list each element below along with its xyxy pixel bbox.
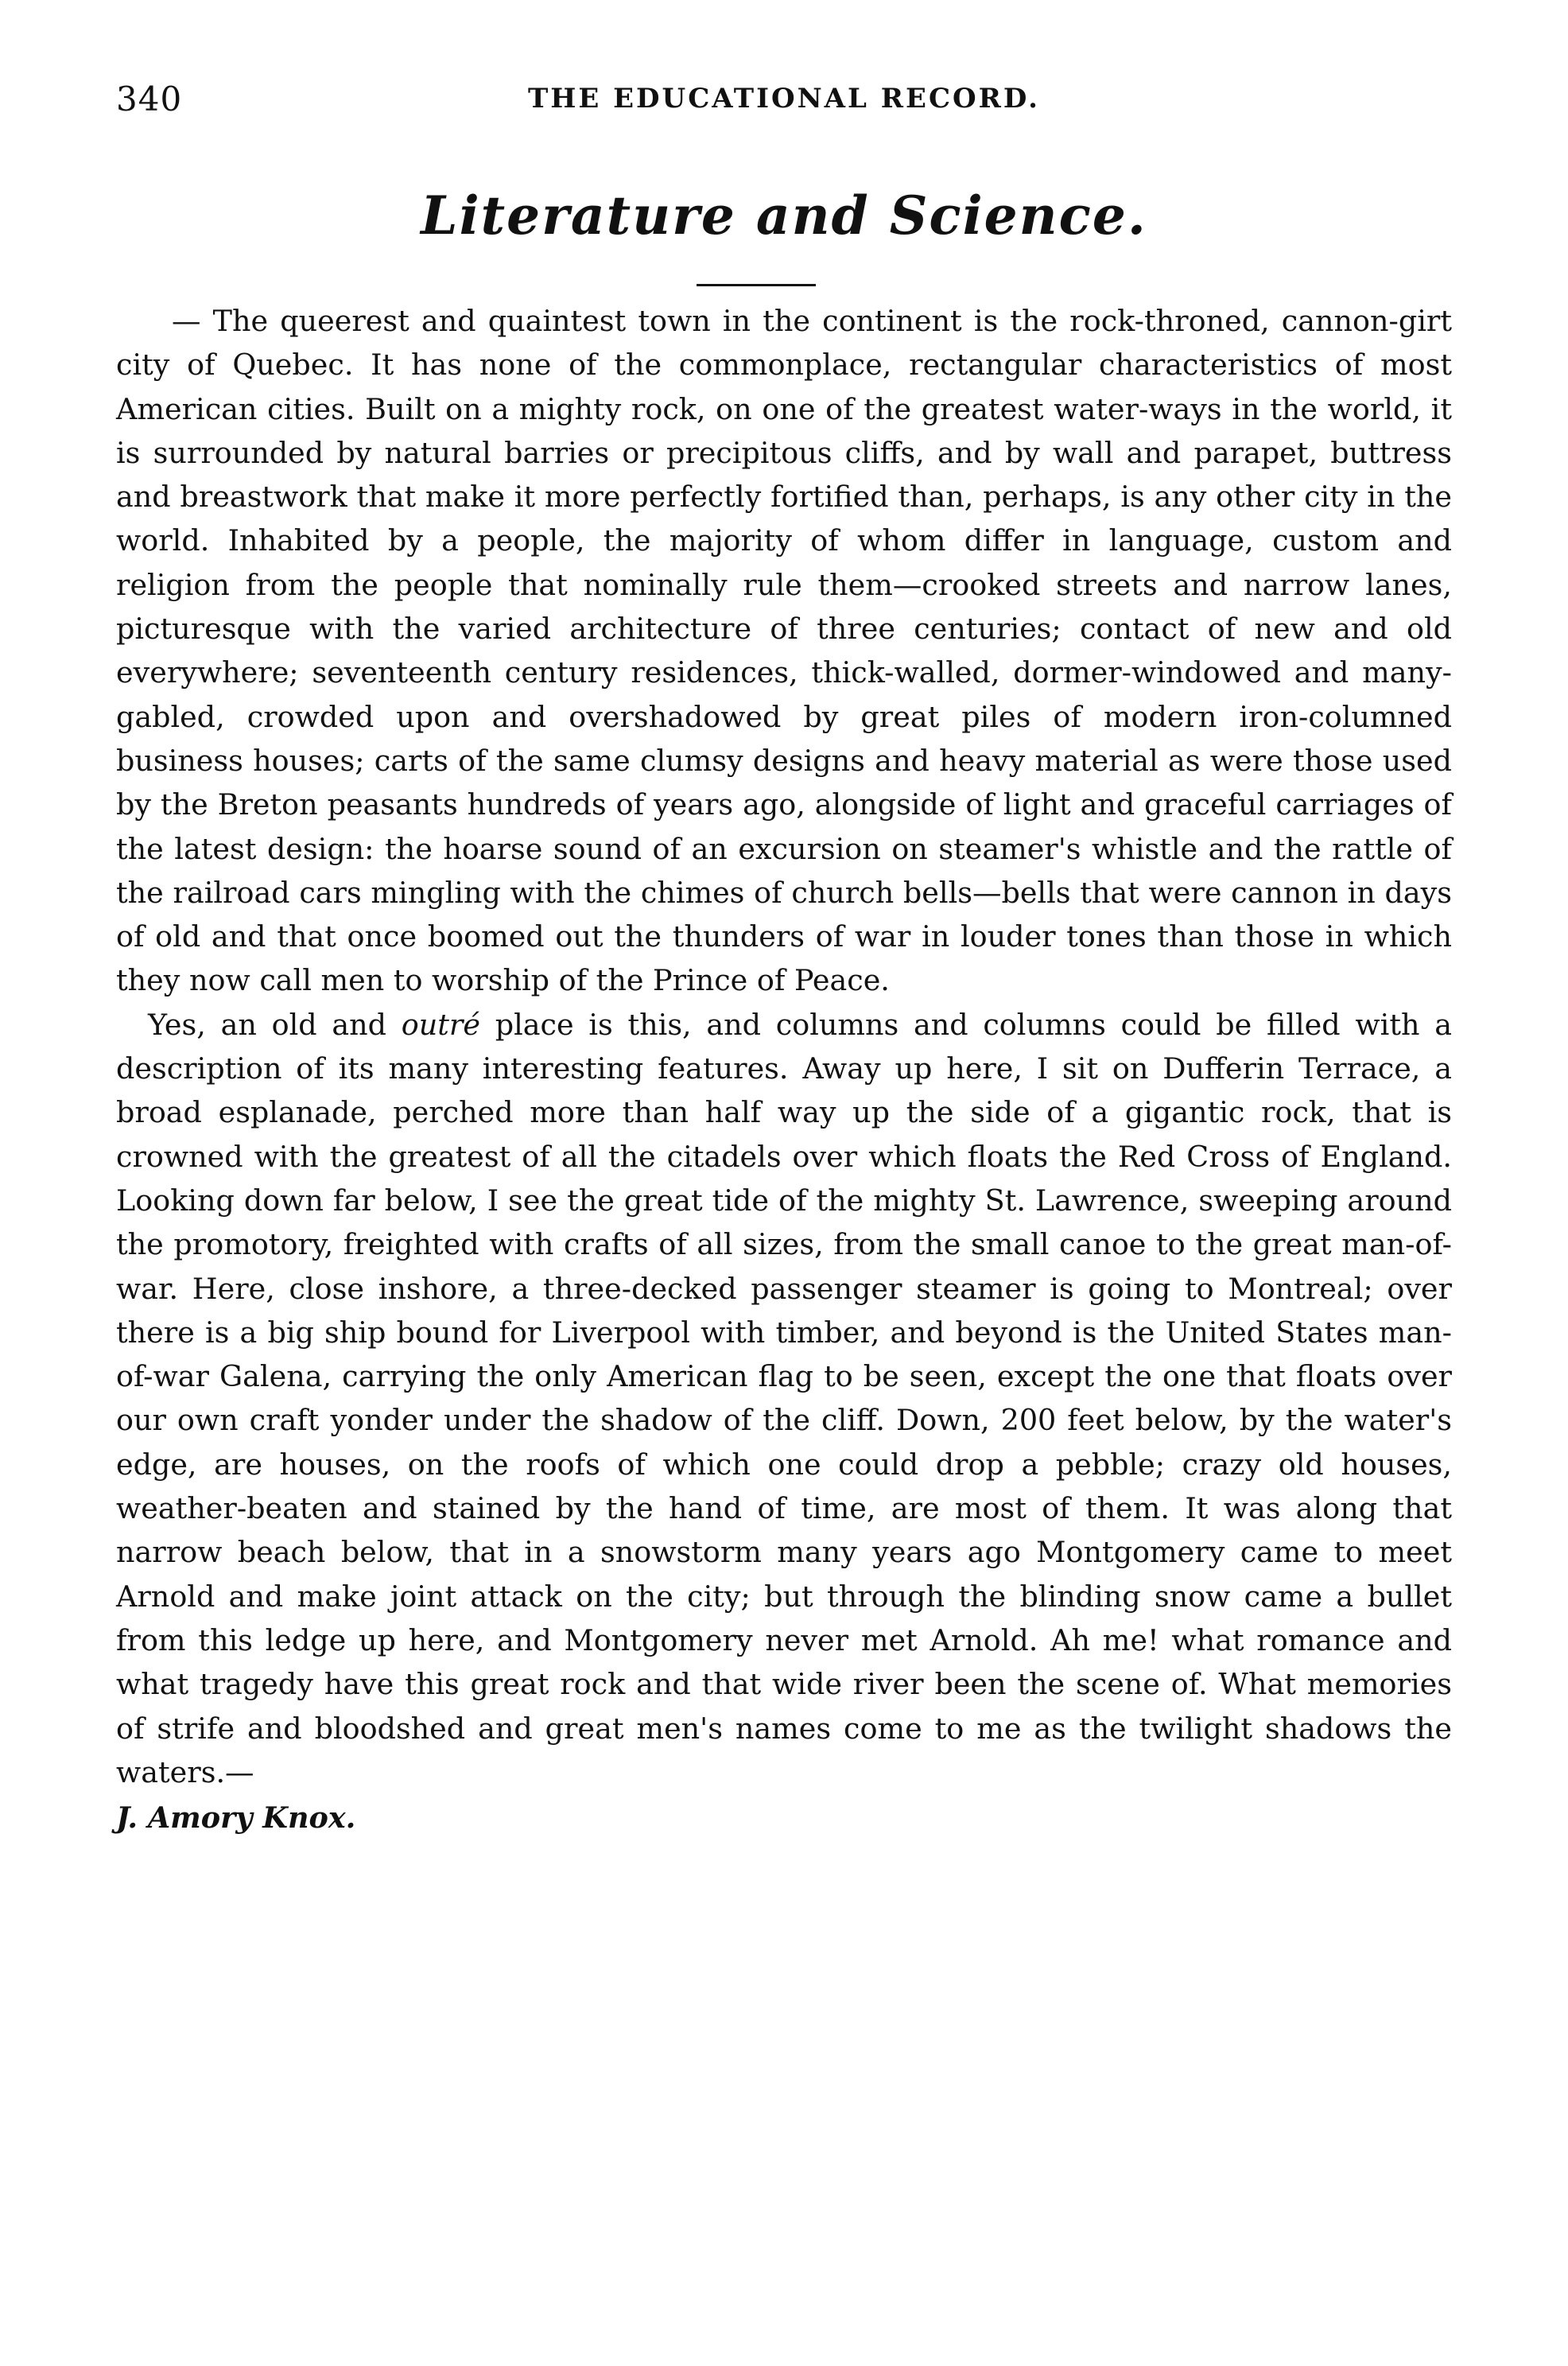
paragraph-2-text-rest: place is this, and columns and columns could be filled with a description of its many interesting features. Away up here, I sit on Dufferin Terrace, a broad esplanade, perched more than half way up the side of a gigantic rock, that is crowned with the greatest of all the citadels over which floats the Red Cross of England. Looking down far below, I see the great tide of the mighty St. Lawrence, sweeping around the promotory, freighted with crafts of all sizes, from the small canoe to the great man-of-war. Here, close inshore, a three-decked passenger steamer is going to Montreal; over there is a big ship bound for Liverpool with timber, and beyond is the United States man-of-war Galena, carrying the only American flag to be seen, except the one that floats over our own craft yonder under the shadow of the cliff. Down, 200 feet below, by the water's edge, are houses, on the roofs of which one could drop a pebble; crazy old houses, weather-beaten and stained by the hand of time, are most of them. It was along that narrow beach below, that in a snowstorm many years ago Montgomery came to meet Arnold and make joint attack on the city; but through the blinding snow came a bullet from this ledge up here, and Montgomery never met Arnold. Ah me! what romance and what tragedy have this great rock and that wide river been the scene of. What memories of strife and bloodshed and great men's names come to me as the twilight shadows the waters.— [116, 1007, 1453, 1789]
running-head: THE EDUCATIONAL RECORD. [527, 83, 1041, 115]
section-title: Literature and Science. [421, 185, 1147, 247]
article-paragraph-2 [116, 1003, 1452, 1794]
paragraph-2-text-start: Yes, an old and [148, 1007, 402, 1042]
title-divider [697, 284, 816, 286]
page-number: 340 [116, 80, 183, 118]
italic-word-outre: outré [401, 1007, 480, 1042]
author-signature: J. Amory Knox. [116, 1801, 356, 1835]
article-paragraph-1: — The queerest and quaintest town in the continent is the rock-throned, cannon-girt city of Quebec. It has none of the commonplace, rectangular characteristics of most American cities. Built on a mighty rock, on one of the greatest water-ways in the world, it is surrounded by natural barries or precipitous cliffs, and by wall and parapet, buttress and breastwork that make it more perfectly fortified than, perhaps, is any other city in the world. Inhabited by a people, the majority of whom differ in language, custom and religion from the people that nominally rule them—crooked streets and narrow lanes, picturesque with the varied architecture of three centuries; contact of new and old everywhere; seventeenth century residences, thick-walled, dormer-windowed and many-gabled, crowded upon and overshadowed by great piles of modern iron-columned business houses; carts of the same clumsy designs and heavy material as were those used by the Breton peasants hundreds of years ago, alongside of light and graceful carriages of the latest design: the hoarse sound of an excursion on steamer's whistle and the rattle of the railroad cars mingling with the chimes of church bells—bells that were cannon in days of old and that once boomed out the thunders of war in louder tones than those in which they now call men to worship of the Prince of Peace. [116, 304, 1452, 998]
article-body [116, 299, 1452, 1794]
